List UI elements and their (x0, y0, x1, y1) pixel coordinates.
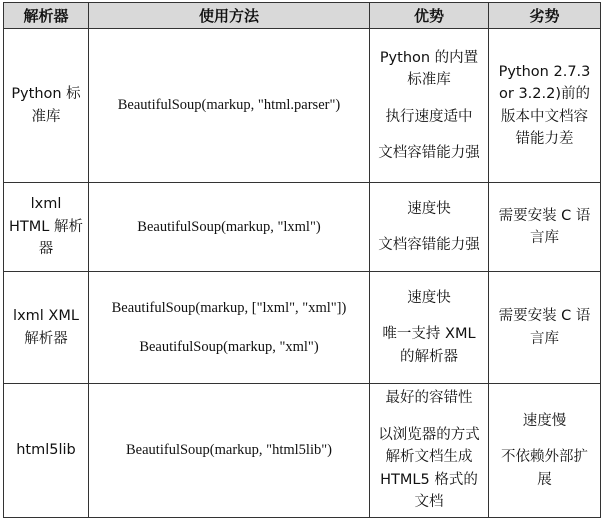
table-row (4, 183, 601, 272)
parser-name: html5lib (16, 442, 76, 459)
parser-cell (4, 272, 89, 384)
pros-cell (370, 183, 489, 272)
pro-item: 执行速度适中 (385, 108, 473, 125)
parser-comparison-table (3, 2, 601, 518)
con-item: 速度慢 (522, 412, 567, 429)
parser-name: lxml HTML 解析器 (9, 196, 83, 258)
con-item: 不依赖外部扩展 (501, 449, 588, 488)
cons-cell (489, 29, 601, 183)
con-item: 需要安装 C 语言库 (498, 308, 591, 347)
pro-item: 速度快 (407, 289, 451, 306)
header-parser: 解析器 (4, 3, 89, 29)
header-usage: 使用方法 (89, 3, 370, 29)
pro-item: Python 的内置标准库 (379, 49, 479, 89)
table-header-row (4, 3, 601, 29)
usage-cell (89, 384, 370, 518)
usage-code: BeautifulSoup(markup, ["lxml", "xml"]) (111, 300, 347, 317)
cons-cell (489, 272, 601, 384)
usage-cell (89, 29, 370, 183)
usage-code: BeautifulSoup(markup, "html.parser") (117, 97, 341, 114)
con-item: Python 2.7.3 or 3.2.2)前的版本中文档容错能力差 (498, 63, 591, 147)
parser-name: Python 标准库 (11, 86, 81, 125)
header-pros: 优势 (370, 3, 489, 29)
pro-item: 速度快 (407, 200, 451, 217)
pros-cell (370, 384, 489, 518)
parser-cell (4, 29, 89, 183)
con-item: 需要安装 C 语言库 (498, 207, 591, 246)
pros-cell (370, 29, 489, 183)
parser-comparison-table-wrapper (3, 2, 601, 518)
header-cons: 劣势 (489, 3, 601, 29)
usage-cell (89, 183, 370, 272)
pro-item: 最好的容错性 (385, 390, 473, 407)
pro-item: 唯一支持 XML 的解析器 (382, 326, 476, 365)
table-row (4, 272, 601, 384)
cons-cell (489, 183, 601, 272)
parser-name: lxml XML 解析器 (13, 308, 79, 347)
table-row (4, 29, 601, 183)
parser-cell (4, 183, 89, 272)
pros-cell (370, 272, 489, 384)
cons-cell (489, 384, 601, 518)
parser-cell (4, 384, 89, 518)
usage-code: BeautifulSoup(markup, "lxml") (137, 218, 321, 235)
table-row (4, 384, 601, 518)
pro-item: 以浏览器的方式解析文档生成 HTML5 格式的文档 (378, 426, 480, 511)
usage-code: BeautifulSoup(markup, "html5lib") (126, 442, 332, 459)
pro-item: 文档容错能力强 (378, 144, 480, 161)
usage-cell (89, 272, 370, 384)
usage-code: BeautifulSoup(markup, "xml") (139, 338, 319, 355)
pro-item: 文档容错能力强 (378, 237, 480, 253)
